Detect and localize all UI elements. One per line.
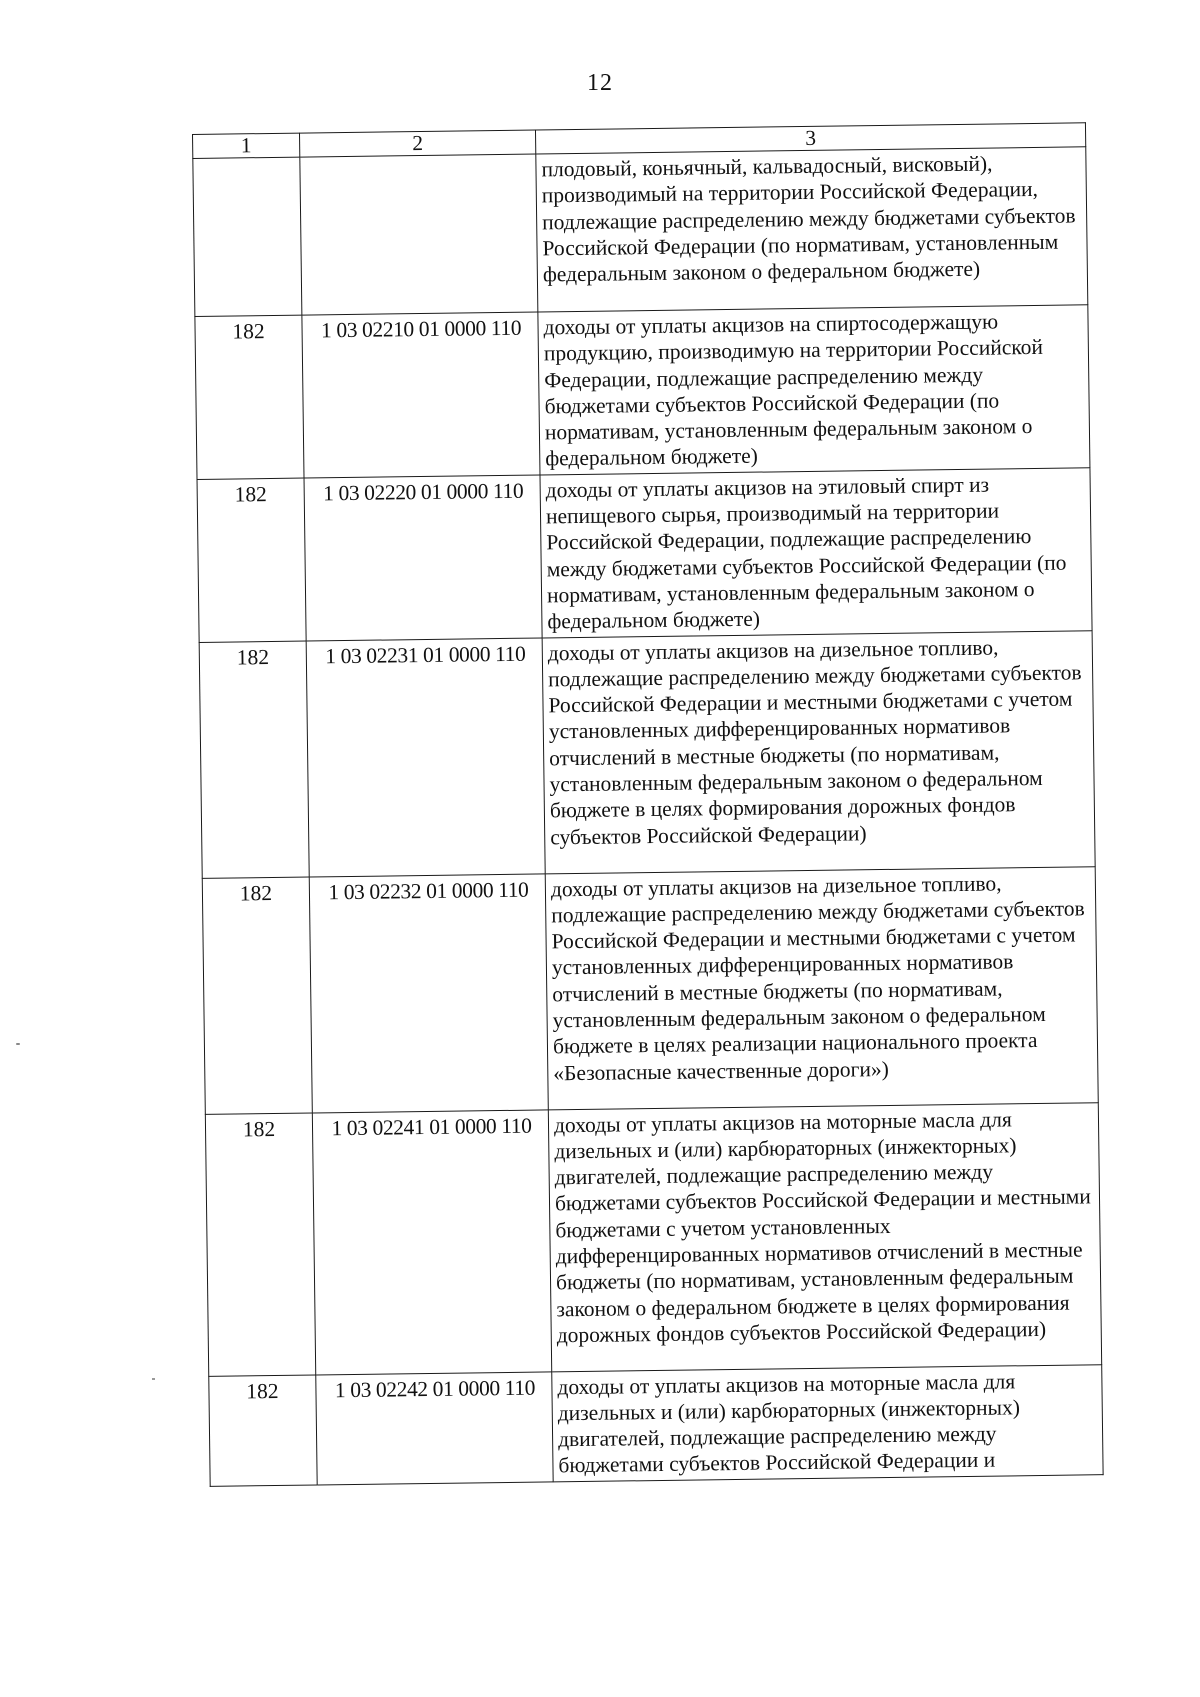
table-row: [195, 305, 1090, 479]
table-row: [205, 1102, 1101, 1376]
column-header-2: 2: [299, 130, 535, 157]
admin-code-cell: 182: [202, 877, 312, 1114]
budget-code-cell: 1 03 02220 01 0000 110: [304, 475, 542, 641]
column-header-1: 1: [193, 133, 300, 158]
description-cell: доходы от уплаты акцизов на этиловый спирт из непищевого сырья, производимый на территории Российской Федерации, подлежащие распределению между бюджетами субъектов Российской Федерации (по нормативам, установленным федеральным законом о федеральном бюджете): [540, 468, 1092, 638]
revenue-codes-table: [192, 122, 1104, 1486]
description-cell: плодовый, коньячный, кальвадосный, висковый), производимый на территории Российской Федерации, подлежащие распределению между бюджетами субъектов Российской Федерации (по нормативам, установленным федеральным законом о федеральном бюджете): [536, 147, 1088, 312]
admin-code-cell: [193, 157, 302, 316]
table-row: [193, 147, 1088, 317]
description-cell: доходы от уплаты акцизов на дизельное топливо, подлежащие распределению между бюджетами субъектов Российской Федерации и местными бюджетами с учетом установленных дифференцированных нормативов отчислений в местные бюджеты (по нормативам, установленным федеральным законом о федеральном бюджете в целях формирования дорожных фондов субъектов Российской Федерации): [542, 630, 1095, 873]
table-row: [202, 866, 1098, 1114]
budget-code-cell: 1 03 02232 01 0000 110: [309, 874, 548, 1113]
budget-code-cell: 1 03 02241 01 0000 110: [312, 1109, 551, 1374]
description-cell: доходы от уплаты акцизов на дизельное топливо, подлежащие распределению между бюджетами субъектов Российской Федерации и местными бюджетами с учетом установленных дифференцированных нормативов отчислений в местные бюджеты (по нормативам, установленным федеральным законом о федеральном бюджете в целях реализации национального проекта «Безопасные качественные дороги»): [545, 866, 1098, 1109]
page-number: 12: [587, 70, 613, 96]
description-cell: доходы от уплаты акцизов на моторные масла для дизельных и (или) карбюраторных (инжекторных) двигателей, подлежащие распределению между бюджетами субъектов Российской Федерации и местными бюджетами с учетом установленных дифференцированных нормативов отчислений в местные бюджеты (по нормативам, установленным федеральным законом о федеральном бюджете в целях формирования дорожных фондов субъектов Российской Федерации): [548, 1102, 1101, 1371]
admin-code-cell: 182: [199, 641, 309, 878]
budget-code-cell: 1 03 02242 01 0000 110: [316, 1371, 553, 1484]
admin-code-cell: 182: [205, 1113, 315, 1376]
budget-code-cell: 1 03 02231 01 0000 110: [306, 638, 545, 877]
scan-speck: [16, 1043, 20, 1045]
admin-code-cell: 182: [209, 1375, 317, 1487]
budget-code-cell: 1 03 02210 01 0000 110: [302, 312, 540, 478]
description-cell: доходы от уплаты акцизов на спиртосодержащую продукцию, производимую на территории Российской Федерации, подлежащие распределению между бюджетами субъектов Российской Федерации (по нормативам, установленным федеральным законом о федеральном бюджете): [538, 305, 1090, 475]
column-header-3: 3: [535, 123, 1085, 154]
table-row: [209, 1364, 1103, 1486]
table-row: [197, 468, 1092, 642]
admin-code-cell: 182: [197, 478, 306, 642]
admin-code-cell: 182: [195, 315, 304, 479]
description-cell: доходы от уплаты акцизов на моторные масла для дизельных и (или) карбюраторных (инжекторных) двигателей, подлежащие распределению между бюджетами субъектов Российской Федерации и: [552, 1364, 1103, 1481]
budget-code-cell: [300, 154, 538, 315]
scan-speck: [152, 1378, 155, 1380]
table-row: [199, 630, 1095, 878]
